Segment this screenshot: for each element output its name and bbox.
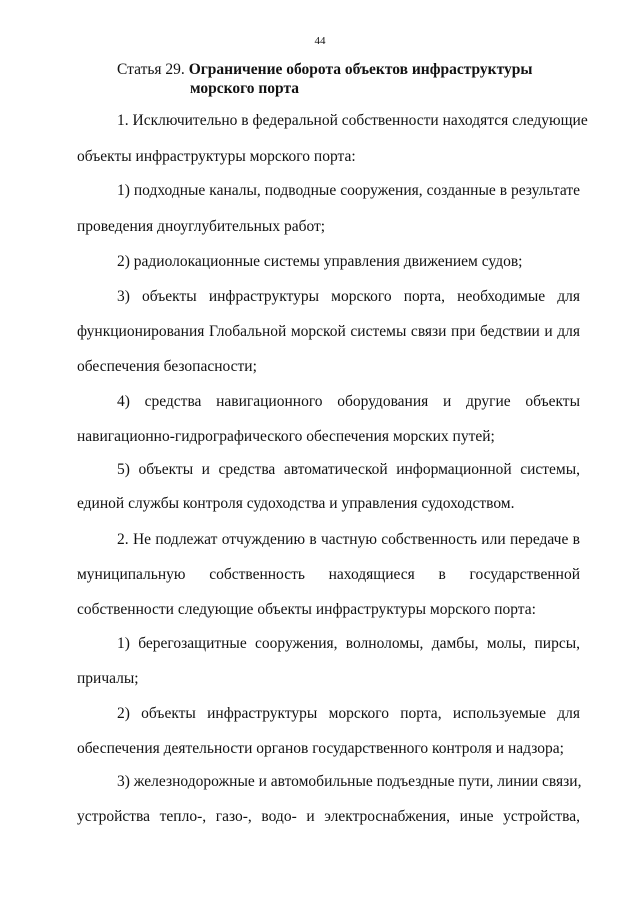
text-line: устройства тепло-, газо-, водо- и электроснабжения, иные устройства,	[77, 808, 580, 825]
text-line: проведения дноуглубительных работ;	[77, 218, 326, 235]
text-line: собственности следующие объекты инфраструктуры морского порта:	[77, 601, 536, 618]
text-line: функционирования Глобальной морской системы связи при бедствии и для	[77, 323, 580, 340]
text-line: муниципальную собственность находящиеся в государственной	[77, 566, 580, 583]
text-line: причалы;	[77, 670, 139, 687]
article-title-continued: морского порта	[190, 80, 300, 97]
article-title: Ограничение оборота объектов инфраструктуры	[188, 61, 533, 78]
text-line: 5) объекты и средства автоматической информационной системы,	[117, 461, 580, 478]
text-line: обеспечения деятельности органов государственного контроля и надзора;	[77, 740, 564, 757]
text-line: единой службы контроля судоходства и управления судоходством.	[77, 495, 515, 512]
text-line: 1) берегозащитные сооружения, волноломы, дамбы, молы, пирсы,	[117, 635, 580, 652]
text-line: 3) железнодорожные и автомобильные подъездные пути, линии связи,	[117, 773, 582, 790]
text-line: объекты инфраструктуры морского порта:	[77, 148, 356, 165]
article-heading	[117, 60, 533, 98]
text-line: 3) объекты инфраструктуры морского порта, необходимые для	[117, 288, 580, 305]
text-line: 1) подходные каналы, подводные сооружения, созданные в результате	[117, 182, 580, 199]
text-line: 2. Не подлежат отчуждению в частную собственность или передаче в	[117, 531, 580, 548]
text-line: 2) радиолокационные системы управления движением судов;	[117, 253, 523, 270]
article-prefix: Статья 29.	[117, 61, 185, 78]
text-line: 1. Исключительно в федеральной собственности находятся следующие	[117, 112, 588, 129]
text-line: навигационно-гидрографического обеспечения морских путей;	[77, 428, 495, 445]
text-line: 4) средства навигационного оборудования и другие объекты	[117, 393, 580, 410]
text-line: 2) объекты инфраструктуры морского порта, используемые для	[117, 705, 580, 722]
page-number: 44	[314, 35, 326, 47]
text-line: обеспечения безопасности;	[77, 358, 257, 375]
